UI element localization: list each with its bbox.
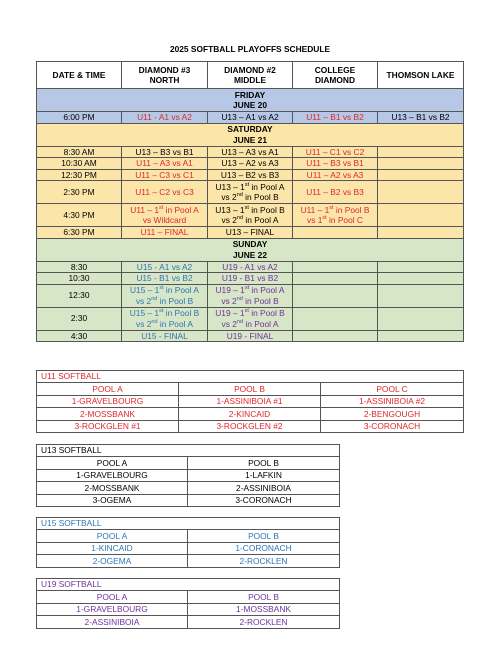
team-cell: 1-GRAVELBOURG bbox=[37, 603, 188, 615]
game-cell bbox=[378, 204, 464, 227]
team-cell: 1-ASSINIBOIA #2 bbox=[321, 395, 464, 407]
game-cell: U15 – 1st in Pool B vs 2nd in Pool A bbox=[122, 307, 208, 330]
game-cell: U13 – FINAL bbox=[208, 227, 293, 239]
time-cell: 12:30 PM bbox=[37, 169, 122, 181]
game-cell: U11 – 1st in Pool B vs 1st in Pool C bbox=[293, 204, 378, 227]
team-cell: 3-CORONACH bbox=[321, 420, 464, 432]
schedule-row bbox=[37, 330, 464, 342]
day-label: FRIDAY JUNE 20 bbox=[37, 89, 464, 112]
game-cell: U11 – C1 vs C2 bbox=[293, 146, 378, 158]
schedule-row bbox=[37, 273, 464, 285]
game-cell bbox=[293, 227, 378, 239]
pool-header: POOL A bbox=[37, 530, 188, 542]
game-cell: U13 – A3 vs A1 bbox=[208, 146, 293, 158]
team-cell: 2-ROCKLEN bbox=[188, 616, 340, 628]
game-cell: U11 – B1 vs B2 bbox=[293, 112, 378, 124]
team-cell: 2-KINCAID bbox=[179, 408, 321, 420]
game-cell: U15 - A1 vs A2 bbox=[122, 261, 208, 273]
u15-title: U15 SOFTBALL bbox=[37, 518, 340, 530]
pool-header: POOL B bbox=[188, 591, 340, 603]
team-cell: 3-ROCKGLEN #2 bbox=[179, 420, 321, 432]
team-cell: 2-MOSSBANK bbox=[37, 408, 179, 420]
game-cell bbox=[293, 307, 378, 330]
game-cell: U13 – A1 vs A2 bbox=[208, 112, 293, 124]
game-cell bbox=[293, 284, 378, 307]
team-cell: 2-ROCKLEN bbox=[188, 555, 340, 567]
team-cell: 3-CORONACH bbox=[188, 494, 340, 506]
game-cell bbox=[293, 273, 378, 285]
schedule-row bbox=[37, 158, 464, 170]
schedule-row bbox=[37, 307, 464, 330]
u19-title: U19 SOFTBALL bbox=[37, 579, 340, 591]
header-diamond-3: DIAMOND #3 NORTH bbox=[122, 62, 208, 89]
header-date-time: DATE & TIME bbox=[37, 62, 122, 89]
schedule-row bbox=[37, 227, 464, 239]
team-cell: 2-ASSINIBOIA bbox=[37, 616, 188, 628]
pool-header: POOL C bbox=[321, 383, 464, 395]
team-cell: 2-OGEMA bbox=[37, 555, 188, 567]
game-cell bbox=[378, 273, 464, 285]
u11-title: U11 SOFTBALL bbox=[37, 371, 464, 383]
day-row-sunday bbox=[37, 238, 464, 261]
team-cell: 1-CORONACH bbox=[188, 542, 340, 554]
day-row-saturday bbox=[37, 123, 464, 146]
schedule-row bbox=[37, 146, 464, 158]
pool-header: POOL A bbox=[37, 457, 188, 469]
pool-header: POOL B bbox=[188, 530, 340, 542]
game-cell bbox=[378, 146, 464, 158]
game-cell bbox=[378, 330, 464, 342]
time-cell: 4:30 PM bbox=[37, 204, 122, 227]
game-cell bbox=[378, 227, 464, 239]
u13-pools-table bbox=[36, 444, 340, 507]
game-cell: U19 – 1st in Pool A vs 2nd in Pool B bbox=[208, 284, 293, 307]
game-cell: U11 – A2 vs A3 bbox=[293, 169, 378, 181]
game-cell: U13 – B1 vs B2 bbox=[378, 112, 464, 124]
game-cell bbox=[378, 169, 464, 181]
u15-pools-table bbox=[36, 517, 340, 568]
time-cell: 10:30 bbox=[37, 273, 122, 285]
time-cell: 8:30 AM bbox=[37, 146, 122, 158]
schedule-row bbox=[37, 169, 464, 181]
team-cell: 1-ASSINIBOIA #1 bbox=[179, 395, 321, 407]
game-cell bbox=[293, 330, 378, 342]
schedule-header-row bbox=[37, 62, 464, 89]
game-cell: U11 – B2 vs B3 bbox=[293, 181, 378, 204]
schedule-table bbox=[36, 61, 464, 342]
time-cell: 6:00 PM bbox=[37, 112, 122, 124]
team-cell: 2-MOSSBANK bbox=[37, 482, 188, 494]
team-cell: 1-MOSSBANK bbox=[188, 603, 340, 615]
game-cell bbox=[293, 261, 378, 273]
schedule-row bbox=[37, 284, 464, 307]
header-diamond-2: DIAMOND #2 MIDDLE bbox=[208, 62, 293, 89]
game-cell: U19 - B1 vs B2 bbox=[208, 273, 293, 285]
game-cell: U13 – B3 vs B1 bbox=[122, 146, 208, 158]
time-cell: 6:30 PM bbox=[37, 227, 122, 239]
game-cell: U11 – B3 vs B1 bbox=[293, 158, 378, 170]
page-title: 2025 SOFTBALL PLAYOFFS SCHEDULE bbox=[169, 44, 331, 54]
time-cell: 8:30 bbox=[37, 261, 122, 273]
schedule-row bbox=[37, 181, 464, 204]
team-cell: 1-GRAVELBOURG bbox=[37, 469, 188, 481]
game-cell: U11 – C2 vs C3 bbox=[122, 181, 208, 204]
time-cell: 2:30 PM bbox=[37, 181, 122, 204]
team-cell: 1-KINCAID bbox=[37, 542, 188, 554]
team-cell: 2-ASSINIBOIA bbox=[188, 482, 340, 494]
game-cell bbox=[378, 261, 464, 273]
u11-pools-table bbox=[36, 370, 464, 433]
game-cell: U11 - A1 vs A2 bbox=[122, 112, 208, 124]
game-cell: U15 - B1 vs B2 bbox=[122, 273, 208, 285]
game-cell: U13 – 1st in Pool B vs 2nd in Pool A bbox=[208, 204, 293, 227]
header-thomson: THOMSON LAKE bbox=[378, 62, 464, 89]
game-cell: U13 – A2 vs A3 bbox=[208, 158, 293, 170]
time-cell: 4:30 bbox=[37, 330, 122, 342]
time-cell: 12:30 bbox=[37, 284, 122, 307]
pool-header: POOL B bbox=[188, 457, 340, 469]
pool-header: POOL A bbox=[37, 591, 188, 603]
game-cell: U11 – 1st in Pool A vs Wildcard bbox=[122, 204, 208, 227]
game-cell: U15 - FINAL bbox=[122, 330, 208, 342]
pool-header: POOL A bbox=[37, 383, 179, 395]
schedule-row bbox=[37, 204, 464, 227]
team-cell: 2-BENGOUGH bbox=[321, 408, 464, 420]
team-cell: 3-ROCKGLEN #1 bbox=[37, 420, 179, 432]
game-cell: U19 - FINAL bbox=[208, 330, 293, 342]
game-cell: U11 – C3 vs C1 bbox=[122, 169, 208, 181]
u13-title: U13 SOFTBALL bbox=[37, 445, 340, 457]
game-cell bbox=[378, 284, 464, 307]
time-cell: 2:30 bbox=[37, 307, 122, 330]
header-college: COLLEGE DIAMOND bbox=[293, 62, 378, 89]
schedule-row bbox=[37, 261, 464, 273]
day-label: SATURDAY JUNE 21 bbox=[37, 123, 464, 146]
game-cell: U11 – FINAL bbox=[122, 227, 208, 239]
pool-header: POOL B bbox=[179, 383, 321, 395]
game-cell: U11 – A3 vs A1 bbox=[122, 158, 208, 170]
u19-pools-table bbox=[36, 578, 340, 629]
schedule-row bbox=[37, 112, 464, 124]
game-cell: U13 – 1st in Pool A vs 2nd in Pool B bbox=[208, 181, 293, 204]
game-cell: U13 – B2 vs B3 bbox=[208, 169, 293, 181]
game-cell: U19 – 1st in Pool B vs 2nd in Pool A bbox=[208, 307, 293, 330]
game-cell bbox=[378, 307, 464, 330]
team-cell: 1-LAFKIN bbox=[188, 469, 340, 481]
game-cell bbox=[378, 181, 464, 204]
team-cell: 1-GRAVELBOURG bbox=[37, 395, 179, 407]
game-cell bbox=[378, 158, 464, 170]
game-cell: U15 – 1st in Pool A vs 2nd in Pool B bbox=[122, 284, 208, 307]
team-cell: 3-OGEMA bbox=[37, 494, 188, 506]
game-cell: U19 - A1 vs A2 bbox=[208, 261, 293, 273]
day-row-friday bbox=[37, 89, 464, 112]
day-label: SUNDAY JUNE 22 bbox=[37, 238, 464, 261]
time-cell: 10:30 AM bbox=[37, 158, 122, 170]
